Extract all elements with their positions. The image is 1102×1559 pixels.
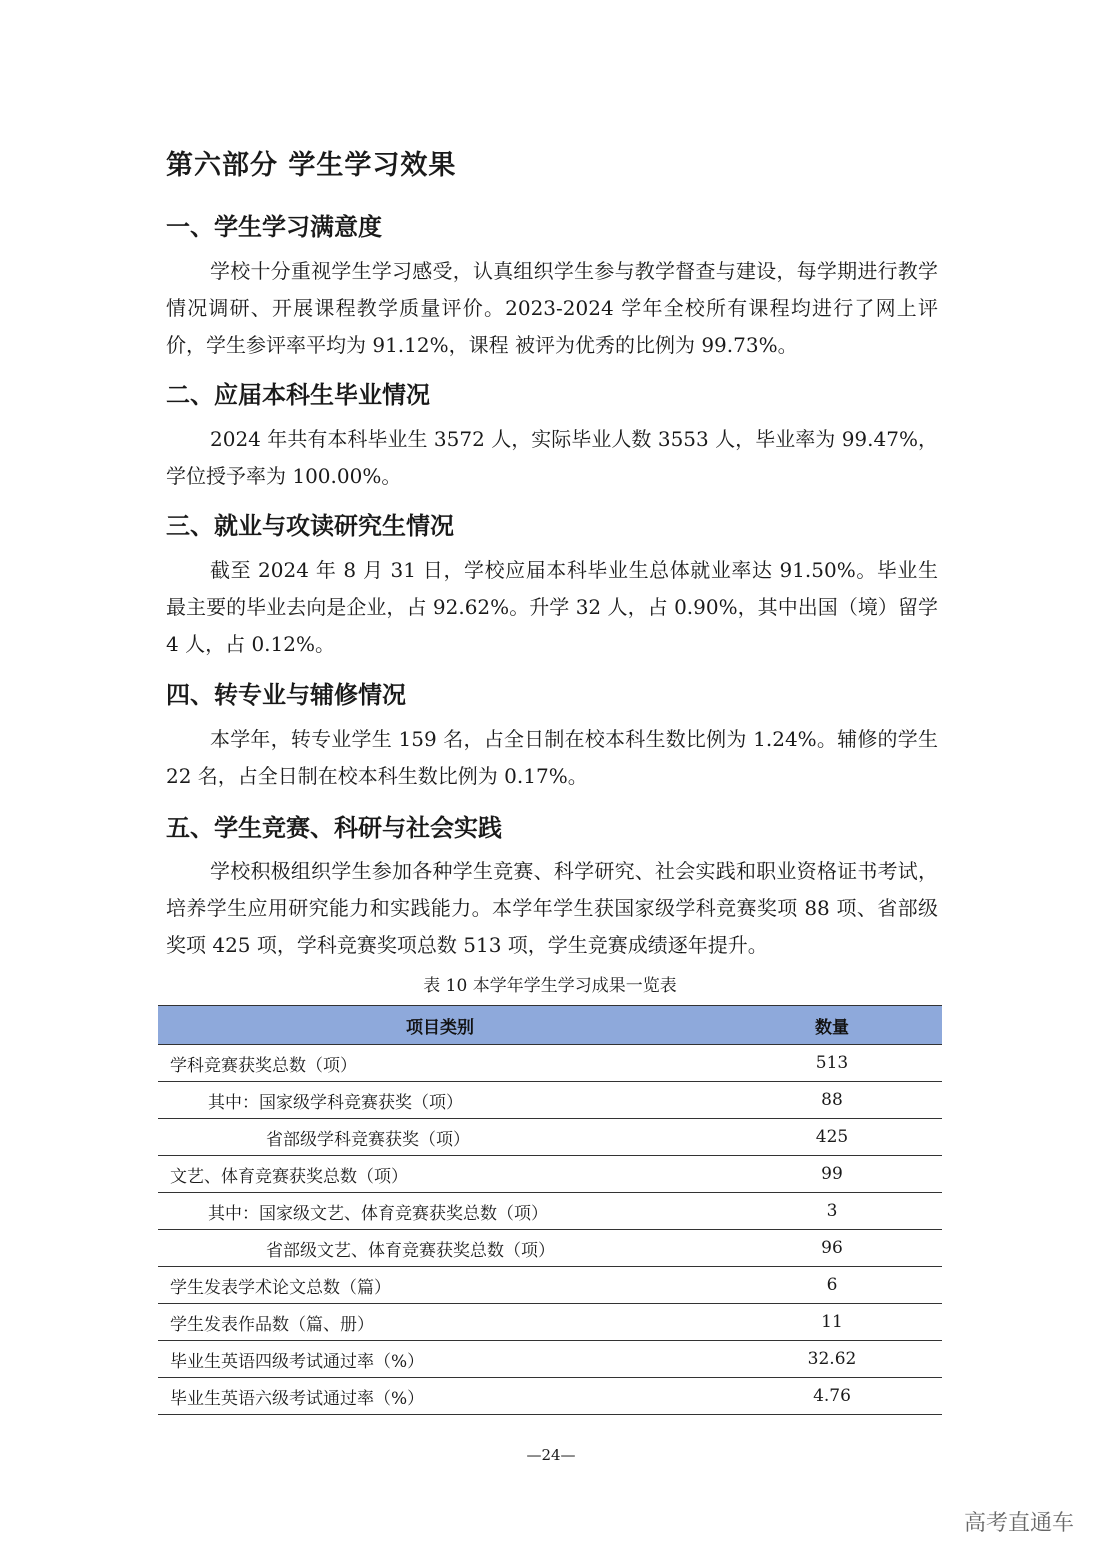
table-row [158,1082,942,1119]
page-number: —24— [526,1446,576,1464]
row-value: 32.62 [722,1341,942,1378]
row-label: 学科竞赛获奖总数（项） [158,1045,722,1082]
row-label: 省部级学科竞赛获奖（项） [158,1119,722,1156]
header-quantity: 数量 [722,1006,942,1045]
section-paragraph-5: 学校积极组织学生参加各种学生竞赛、科学研究、社会实践和职业资格证书考试，培养学生应用研究能力和实践能力。本学年学生获国家级学科竞赛奖项 88 项、省部级奖项 425 项，学科竞赛奖项总数 513 项，学生竞赛成绩逐年提升。 [166,859,938,957]
table-row [158,1230,942,1267]
watermark: 高考直通车 [963,1511,1074,1536]
section-heading-1: 一、学生学习满意度 [166,213,382,241]
row-label: 省部级文艺、体育竞赛获奖总数（项） [158,1230,722,1267]
results-table [158,1005,942,1415]
row-label: 毕业生英语四级考试通过率（%） [158,1341,722,1378]
section-heading-5: 五、学生竞赛、科研与社会实践 [166,814,502,842]
section-heading-4: 四、转专业与辅修情况 [166,681,406,709]
row-value: 96 [722,1230,942,1267]
row-value: 99 [722,1156,942,1193]
table-caption: 表 10 本学年学生学习成果一览表 [423,976,677,996]
row-value: 88 [722,1082,942,1119]
section-paragraph-4: 本学年，转专业学生 159 名，占全日制在校本科生数比例为 1.24%。辅修的学生 22 名，占全日制在校本科生数比例为 0.17%。 [166,727,938,788]
table-row [158,1156,942,1193]
table-header-row [158,1006,942,1045]
table-row [158,1304,942,1341]
row-value: 11 [722,1304,942,1341]
table-row [158,1341,942,1378]
table-row [158,1193,942,1230]
row-label: 学生发表学术论文总数（篇） [158,1267,722,1304]
row-label: 文艺、体育竞赛获奖总数（项） [158,1156,722,1193]
row-value: 513 [722,1045,942,1082]
row-label: 其中：国家级文艺、体育竞赛获奖总数（项） [158,1193,722,1230]
row-label: 其中：国家级学科竞赛获奖（项） [158,1082,722,1119]
row-value: 6 [722,1267,942,1304]
section-heading-3: 三、就业与攻读研究生情况 [166,512,454,540]
row-label: 学生发表作品数（篇、册） [158,1304,722,1341]
section-paragraph-1: 学校十分重视学生学习感受，认真组织学生参与教学督查与建设，每学期进行教学情况调研、开展课程教学质量评价。2023-2024 学年全校所有课程均进行了网上评价，学生参评率平均为 91.12%，课程 被评为优秀的比例为 99.73%。 [166,259,938,357]
table-row [158,1119,942,1156]
table-row [158,1267,942,1304]
row-value: 3 [722,1193,942,1230]
table-row [158,1378,942,1415]
header-category: 项目类别 [158,1006,722,1045]
section-paragraph-3: 截至 2024 年 8 月 31 日，学校应届本科毕业生总体就业率达 91.50%。毕业生最主要的毕业去向是企业，占 92.62%。升学 32 人，占 0.90%，其中出国（境）留学 4 人，占 0.12%。 [166,558,938,656]
row-value: 425 [722,1119,942,1156]
section-paragraph-2: 2024 年共有本科毕业生 3572 人，实际毕业人数 3553 人，毕业率为 99.47%，学位授予率为 100.00%。 [166,427,938,488]
row-value: 4.76 [722,1378,942,1415]
row-label: 毕业生英语六级考试通过率（%） [158,1378,722,1415]
section-heading-2: 二、应届本科生毕业情况 [166,381,430,409]
table-row [158,1045,942,1082]
part-title: 第六部分 学生学习效果 [166,150,457,181]
